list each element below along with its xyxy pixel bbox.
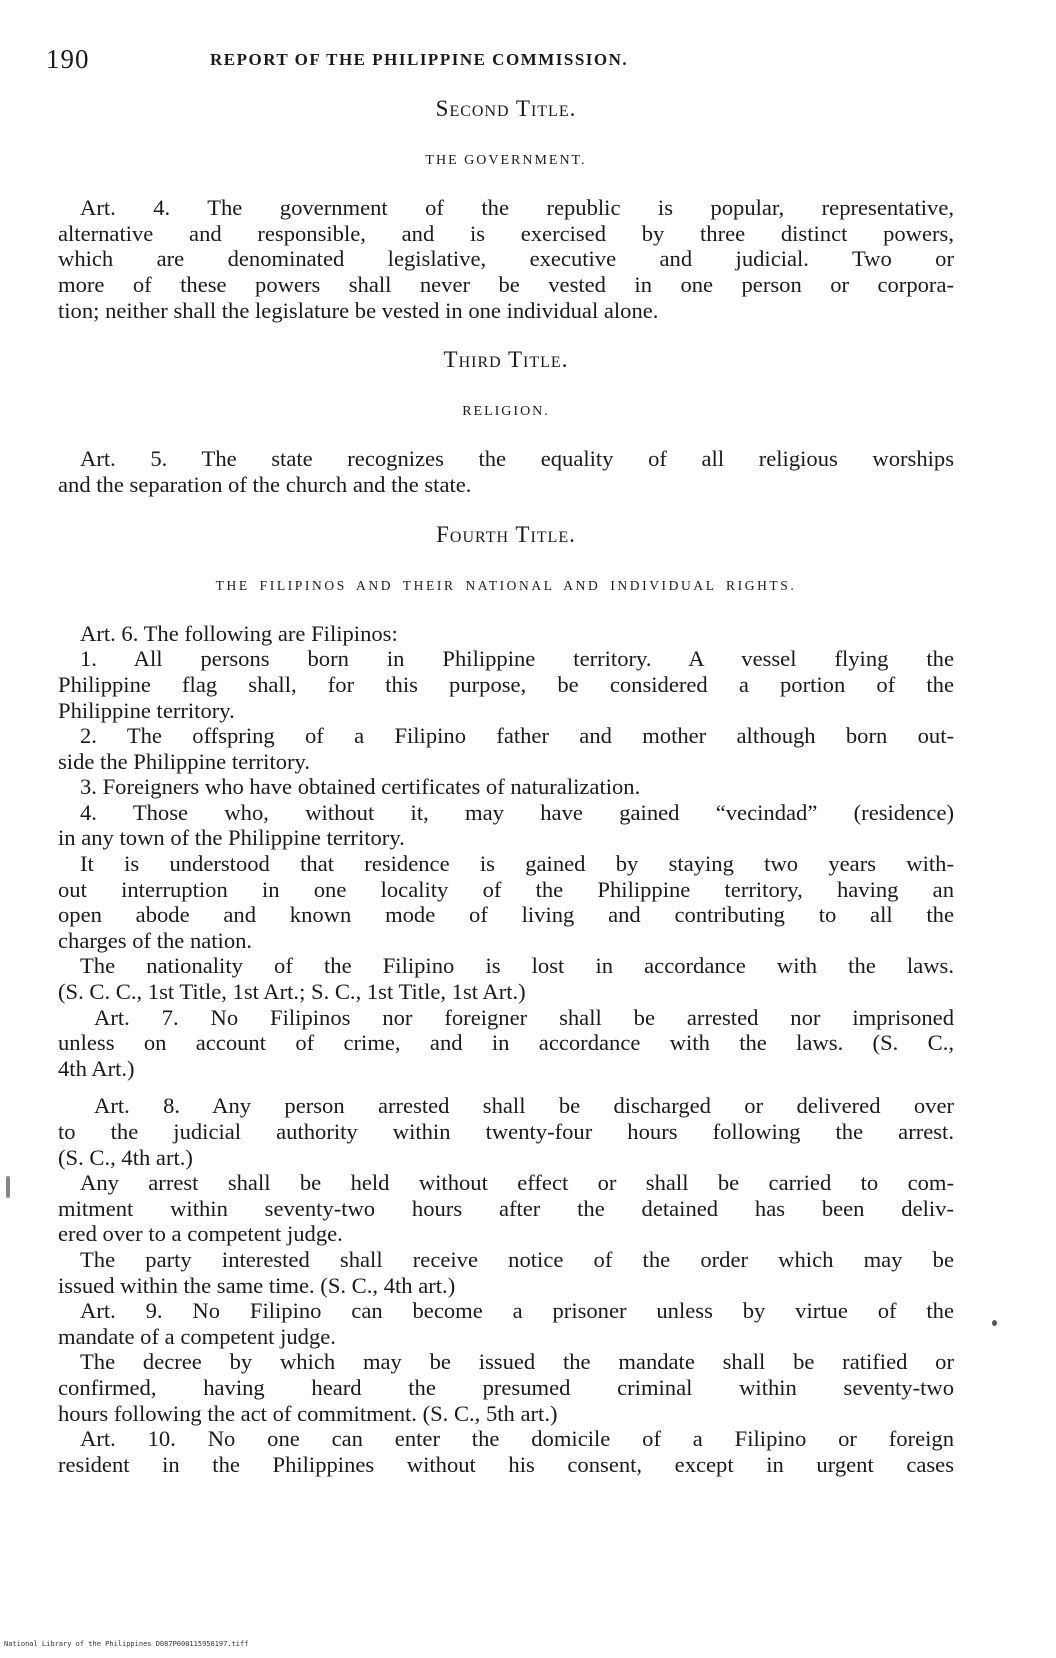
text-line: resident in the Philippines without his consent, except in urgent cases bbox=[58, 1451, 954, 1477]
text-line: 1. All persons born in Philippine territory. A vessel flying the bbox=[80, 646, 954, 672]
text-line: side the Philippine territory. bbox=[58, 748, 311, 774]
running-header bbox=[46, 44, 766, 78]
text-line: Philippine territory. bbox=[58, 697, 235, 723]
scan-speck bbox=[6, 1176, 10, 1198]
text-line: Any arrest shall be held without effect or shall be carried to com- bbox=[80, 1170, 954, 1196]
text-line: confirmed, having heard the presumed criminal within seventy-two bbox=[58, 1374, 954, 1400]
text-line: issued within the same time. (S. C., 4th art.) bbox=[58, 1272, 456, 1298]
text-line: (S. C., 4th art.) bbox=[58, 1144, 193, 1170]
page-number: 190 bbox=[46, 44, 90, 74]
articles-6-to-10 bbox=[58, 621, 954, 1478]
text-line: 3. Foreigners who have obtained certificates of naturalization. bbox=[80, 774, 641, 800]
text-line: alternative and responsible, and is exercised by three distinct powers, bbox=[58, 220, 954, 246]
text-line: to the judicial authority within twenty-four hours following the arrest. bbox=[58, 1119, 954, 1144]
section-subtitle-government: THE GOVERNMENT. bbox=[425, 152, 587, 168]
scan-source-note: National Library of the Philippines D087P000115950197.tiff bbox=[4, 1640, 249, 1648]
text-line: mitment within seventy-two hours after the detained has been deliv- bbox=[58, 1195, 954, 1221]
text-line: unless on account of crime, and in accordance with the laws. (S. C., bbox=[58, 1030, 954, 1056]
text-line: tion; neither shall the legislature be vested in one individual alone. bbox=[58, 297, 659, 323]
text-line: charges of the nation. bbox=[58, 927, 253, 953]
text-line: Art. 5. The state recognizes the equality of all religious worships bbox=[80, 446, 954, 472]
page-body bbox=[58, 96, 954, 1477]
text-line: and the separation of the church and the state. bbox=[58, 471, 472, 497]
text-line: The party interested shall receive notice of the order which may be bbox=[80, 1246, 954, 1272]
running-title: REPORT OF THE PHILIPPINE COMMISSION. bbox=[210, 50, 629, 69]
text-line: 4. Those who, without it, may have gained “vecindad” (residence) bbox=[80, 799, 954, 825]
text-line: The decree by which may be issued the mandate shall be ratified or bbox=[80, 1349, 954, 1375]
section-subtitle-rights: THE FILIPINOS AND THEIR NATIONAL AND INDIVIDUAL RIGHTS. bbox=[215, 578, 797, 594]
text-line: Art. 4. The government of the republic is popular, representative, bbox=[80, 195, 954, 221]
section-title-fourth: Fourth Title. bbox=[436, 521, 576, 547]
text-line: hours following the act of commitment. (S. C., 5th art.) bbox=[58, 1400, 558, 1426]
scan-speck bbox=[992, 1320, 997, 1326]
text-line: Art. 9. No Filipino can become a prisoner unless by virtue of the bbox=[80, 1298, 954, 1324]
text-line: It is understood that residence is gained by staying two years with- bbox=[80, 851, 954, 877]
text-line: open abode and known mode of living and contributing to all the bbox=[58, 902, 954, 928]
section-title-second: Second Title. bbox=[435, 96, 577, 121]
article-5 bbox=[58, 446, 954, 497]
text-line: 4th Art.) bbox=[58, 1055, 135, 1081]
text-line: which are denominated legislative, executive and judicial. Two or bbox=[58, 246, 954, 272]
text-line: Philippine flag shall, for this purpose, be considered a portion of the bbox=[58, 671, 954, 697]
text-line: Art. 8. Any person arrested shall be discharged or delivered over bbox=[94, 1093, 954, 1119]
paragraph-gap bbox=[58, 1081, 954, 1093]
text-line: Art. 10. No one can enter the domicile of a Filipino or foreign bbox=[80, 1426, 954, 1452]
text-line: more of these powers shall never be vested in one person or corpora- bbox=[58, 271, 954, 297]
text-line: in any town of the Philippine territory. bbox=[58, 825, 405, 851]
text-line: The nationality of the Filipino is lost in accordance with the laws. bbox=[80, 953, 954, 979]
section-title-third: Third Title. bbox=[443, 347, 569, 373]
text-line: out interruption in one locality of the Philippine territory, having an bbox=[58, 876, 954, 902]
text-line: Art. 6. The following are Filipinos: bbox=[80, 620, 398, 646]
article-4 bbox=[58, 195, 954, 323]
text-line: 2. The offspring of a Filipino father and mother although born out- bbox=[80, 723, 954, 749]
text-line: Art. 7. No Filipinos nor foreigner shall be arrested nor imprisoned bbox=[94, 1004, 954, 1030]
section-subtitle-religion: RELIGION. bbox=[462, 403, 550, 419]
text-line: mandate of a competent judge. bbox=[58, 1323, 336, 1349]
text-line: (S. C. C., 1st Title, 1st Art.; S. C., 1st Title, 1st Art.) bbox=[58, 979, 526, 1005]
text-line: ered over to a competent judge. bbox=[58, 1221, 343, 1247]
